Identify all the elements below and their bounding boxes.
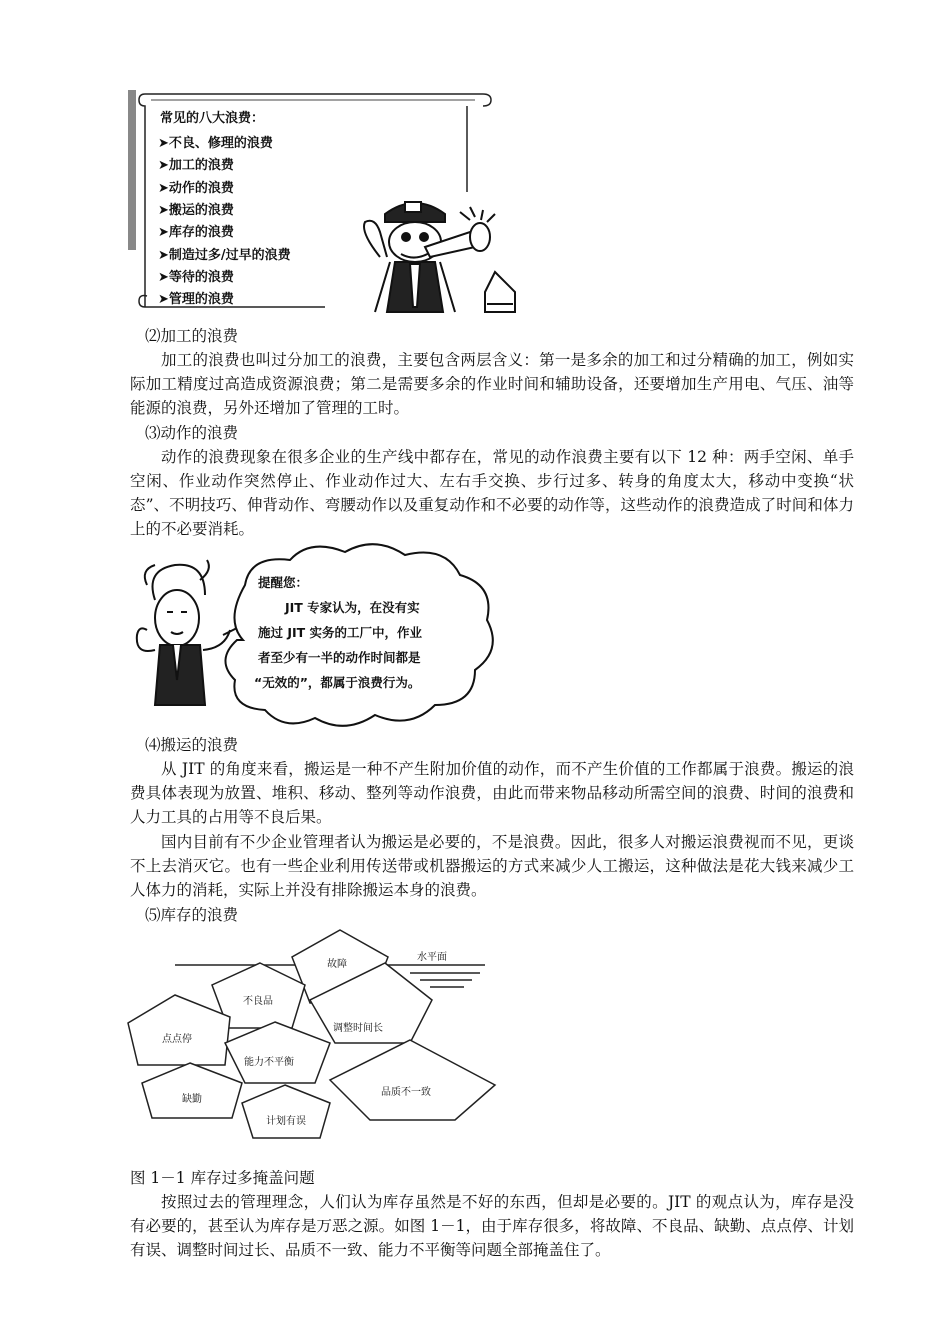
waste-item-1: ➤不良、修理的浪费 bbox=[158, 136, 273, 151]
label-breakdown: 故障 bbox=[327, 959, 347, 970]
label-capacity: 能力不平衡 bbox=[244, 1057, 294, 1068]
reminder-line-4: “无效的”，都属于浪费行为。 bbox=[254, 675, 421, 690]
waste-item-3: ➤动作的浪费 bbox=[158, 181, 234, 196]
thinking-man-illustration bbox=[137, 560, 237, 705]
figure-caption: 图 1－1 库存过多掩盖问题 bbox=[130, 1169, 315, 1187]
section-4-paragraph-1: 从 JIT 的角度来看，搬运是一种不产生附加价值的动作，而不产生价值的工作都属于浪费。搬运的浪费具体表现为放置、堆积、移动、整列等动作浪费，由此而带来物品移动所需空间的浪费、时间的浪费和人力工具的占用等不良后果。 bbox=[130, 760, 854, 826]
waste-item-2: ➤加工的浪费 bbox=[158, 158, 234, 173]
label-absence: 缺勤 bbox=[182, 1094, 202, 1105]
scroll-shadow bbox=[128, 90, 136, 250]
reminder-line-1: JIT 专家认为，在没有实 bbox=[285, 600, 420, 615]
waste-item-4: ➤搬运的浪费 bbox=[158, 203, 234, 218]
waste-item-7: ➤等待的浪费 bbox=[158, 270, 234, 285]
scroll-left-curl bbox=[139, 94, 145, 307]
label-quality: 品质不一致 bbox=[381, 1087, 431, 1098]
section-5-paragraph: 按照过去的管理理念，人们认为库存虽然是不好的东西，但却是必要的。JIT 的观点认为，库存是没有必要的，甚至认为库存是万恶之源。如图 1－1，由于库存很多，将故障、不良品、缺勤、点点停、计划有误、调整时间过长、品质不一致、能力不平衡等问题全部掩盖住了。 bbox=[130, 1193, 854, 1259]
section-2-heading: ⑵加工的浪费 bbox=[145, 327, 239, 345]
reminder-line-2: 施过 JIT 实务的工厂中，作业 bbox=[258, 625, 423, 640]
section-3-heading: ⑶动作的浪费 bbox=[145, 424, 239, 442]
section-5-heading: ⑸库存的浪费 bbox=[145, 906, 239, 924]
water-surface-label: 水平面 bbox=[417, 952, 447, 963]
waste-item-5: ➤库存的浪费 bbox=[158, 225, 234, 240]
reminder-line-3: 者至少有一半的动作时间都是 bbox=[258, 650, 421, 665]
label-adjust-time: 调整时间长 bbox=[333, 1023, 383, 1034]
label-defective: 不良品 bbox=[243, 996, 273, 1007]
scroll-title: 常见的八大浪费： bbox=[160, 111, 265, 126]
section-4-paragraph-2: 国内目前有不少企业管理者认为搬运是必要的，不是浪费。因此，很多人对搬运浪费视而不见，更谈不上去消灭它。也有一些企业利用传送带或机器搬运的方式来减少人工搬运，这种做法是花大钱来减少工人体力的消耗，实际上并没有排除搬运本身的浪费。 bbox=[130, 833, 854, 899]
label-stop-go: 点点停 bbox=[162, 1034, 192, 1045]
reminder-title: 提醒您： bbox=[258, 575, 309, 590]
waste-item-6: ➤制造过多/过早的浪费 bbox=[158, 248, 291, 263]
waste-item-8: ➤管理的浪费 bbox=[158, 292, 234, 307]
pentagon-quality bbox=[330, 1040, 495, 1120]
section-2-paragraph: 加工的浪费也叫过分加工的浪费，主要包含两层含义：第一是多余的加工和过分精确的加工，例如实际加工精度过高造成资源浪费；第二是需要多余的作业时间和辅助设备，还要增加生产用电、气压、油等能源的浪费，另外还增加了管理的工时。 bbox=[130, 351, 854, 417]
label-plan-error: 计划有误 bbox=[266, 1116, 306, 1127]
section-4-heading: ⑷搬运的浪费 bbox=[145, 736, 239, 754]
section-3-paragraph: 动作的浪费现象在很多企业的生产线中都存在，常见的动作浪费主要有以下 12 种：两手空闲、单手空闲、作业动作突然停止、作业动作过大、左右手交换、步行过多、转身的角度太大，移动中变换“状态”、不明技巧、伸背动作、弯腰动作以及重复动作和不必要的动作等，这些动作的浪费造成了时间和体力上的不必要消耗。 bbox=[130, 448, 854, 538]
inspector-illustration bbox=[364, 202, 515, 312]
scroll-bottom-curl bbox=[139, 296, 147, 307]
